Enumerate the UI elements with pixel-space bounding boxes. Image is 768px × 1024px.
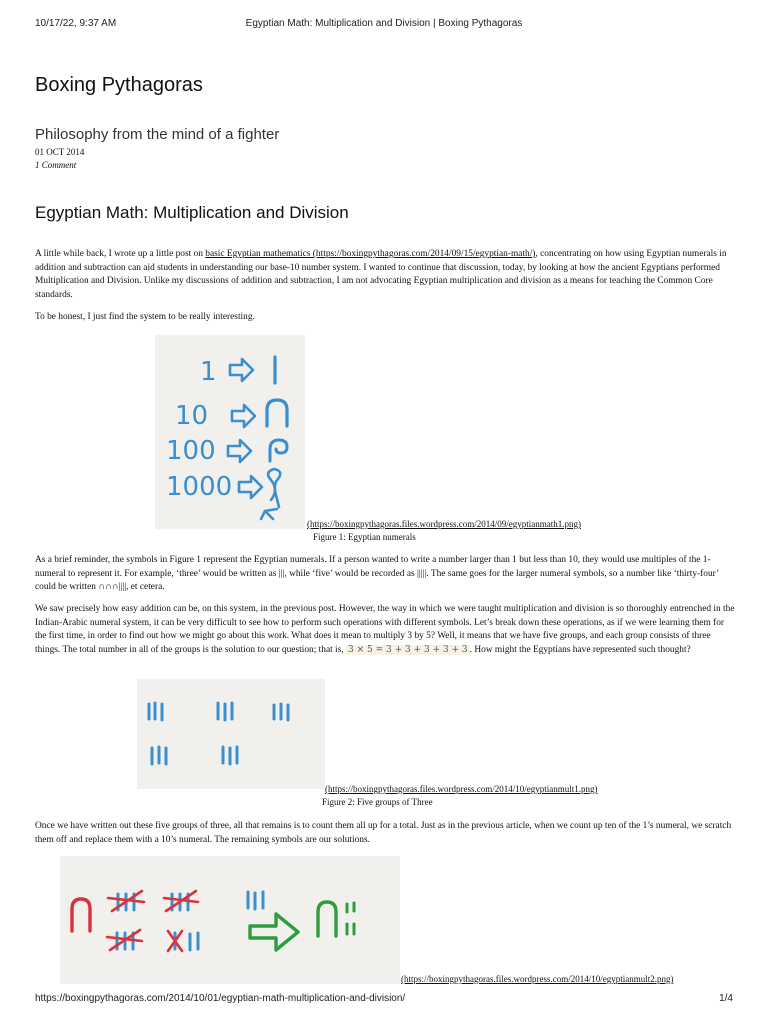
honest-paragraph: To be honest, I just find the system to be really interesting. xyxy=(35,312,255,322)
remaining-tallies xyxy=(190,892,263,950)
figure3-image-link[interactable]: (https://boxingpythagoras.files.wordpress.com/2014/10/egyptianmult2.png) xyxy=(401,974,674,984)
numeral-label-100: 100 xyxy=(166,436,216,466)
figure-egyptian-numerals[interactable] xyxy=(155,335,305,529)
figure2-caption: Figure 2: Five groups of Three xyxy=(322,797,433,807)
post-date: 01 OCT 2014 xyxy=(35,147,85,157)
green-result-tallies xyxy=(347,903,354,934)
site-title[interactable]: Boxing Pythagoras xyxy=(35,74,203,96)
equation-image: 3 × 5 = 3 + 3 + 3 + 3 + 3 xyxy=(348,644,468,655)
red-hobble-symbol-icon xyxy=(72,899,90,931)
arrow-icon xyxy=(228,440,251,462)
counting-result-image xyxy=(60,856,400,984)
green-hobble-symbol-icon xyxy=(318,902,336,936)
lotus-symbol-icon xyxy=(261,469,280,519)
counting-paragraph: Once we have written out these five groups of three, all that remains is to count them all up for a total. Just as in the previous article, when we count up ten of the 1’s numeral, we scratch them off and replace them with a 10’s numeral. The remaining symbols are our solutions. xyxy=(35,821,732,845)
figure2-image-link[interactable]: (https://boxingpythagoras.files.wordpress.com/2014/10/egyptianmult1.png) xyxy=(325,784,598,794)
tally-group-5 xyxy=(223,747,237,764)
mult-text-before: We saw precisely how easy addition can be, on this system, in the previous post. However, the way in which we were taught multiplication and division is so thoroughly entrenched in the Indian-Arabic numeral system, it can be very difficult to see how to perform such operations with different symbols. Let’s break down these operations, as if we were learning them for the first time, in order to find out how we might go about this work. What does it mean to multiply 3 by 5? Well, it means that we have five groups, and each group consists of three things. The total number in all of the groups is the solution to our question; that is, xyxy=(35,604,735,655)
numeral-label-10: 10 xyxy=(175,401,209,431)
coil-symbol-icon xyxy=(270,440,287,461)
arrow-icon xyxy=(230,359,253,381)
figure1-image-link[interactable]: (https://boxingpythagoras.files.wordpress.com/2014/09/egyptianmath1.png) xyxy=(307,519,581,529)
numeral-label-1: 1 xyxy=(200,357,217,387)
egyptian-numerals-image xyxy=(155,335,305,529)
print-page-title: Egyptian Math: Multiplication and Division | Boxing Pythagoras xyxy=(245,18,523,29)
site-tagline: Philosophy from the mind of a fighter xyxy=(35,126,280,143)
mult-text-after: . How might the Egyptians have represented such thought? xyxy=(469,644,691,655)
figure-five-groups-of-three[interactable] xyxy=(137,679,325,789)
tally-group-3 xyxy=(274,704,288,720)
red-cross-marks xyxy=(107,891,198,951)
intro-text-after: , concentrating on how using Egyptian numerals in addition and subtraction can aid students in understanding our base-10 number system. I wanted to continue that discussion, today, by looking at how the ancient Egyptians performed Multiplication and Division. Unlike my discussions of addition and subtraction, I am not advocating Egyptian multiplication and division as a means for teaching the Common Core standards. xyxy=(35,249,727,300)
tally-group-4 xyxy=(152,747,166,764)
hobble-symbol-icon xyxy=(267,400,287,426)
intro-paragraph xyxy=(35,248,735,302)
post-title: Egyptian Math: Multiplication and Division xyxy=(35,203,349,222)
arrow-icon xyxy=(232,405,255,427)
tally-group-1 xyxy=(149,703,162,720)
numeral-label-1000: 1000 xyxy=(166,472,233,502)
green-arrow-icon xyxy=(250,914,298,950)
print-page-number: 1/4 xyxy=(719,993,733,1004)
figure1-caption: Figure 1: Egyptian numerals xyxy=(313,532,416,542)
intro-text-before: A little while back, I wrote up a little post on xyxy=(35,249,206,259)
reminder-paragraph: As a brief reminder, the symbols in Figure 1 represent the Egyptian numerals. If a person wanted to write a number larger than 1 but less than 10, they would use multiples of the 1-numeral to represent it. For example, ‘three’ would be written as |||, while ‘five’ would be recorded as |||||. The same goes for the larger numeral symbols, so a number like ‘thirty-four’ could be written ∩∩∩||||, et cetera. xyxy=(35,555,719,592)
print-date: 10/17/22, 9:37 AM xyxy=(35,18,117,29)
print-url: https://boxingpythagoras.com/2014/10/01/egyptian-math-multiplication-and-division/ xyxy=(35,993,406,1004)
five-groups-image xyxy=(137,679,325,789)
basic-egyptian-math-link[interactable]: basic Egyptian mathematics (https://boxingpythagoras.com/2014/09/15/egyptian-math/) xyxy=(205,249,536,259)
comments-link[interactable]: 1 Comment xyxy=(35,160,77,170)
arrow-icon xyxy=(239,476,262,498)
figure-counting-result[interactable] xyxy=(60,856,400,984)
multiplication-paragraph xyxy=(35,603,735,657)
tally-group-2 xyxy=(218,703,232,720)
